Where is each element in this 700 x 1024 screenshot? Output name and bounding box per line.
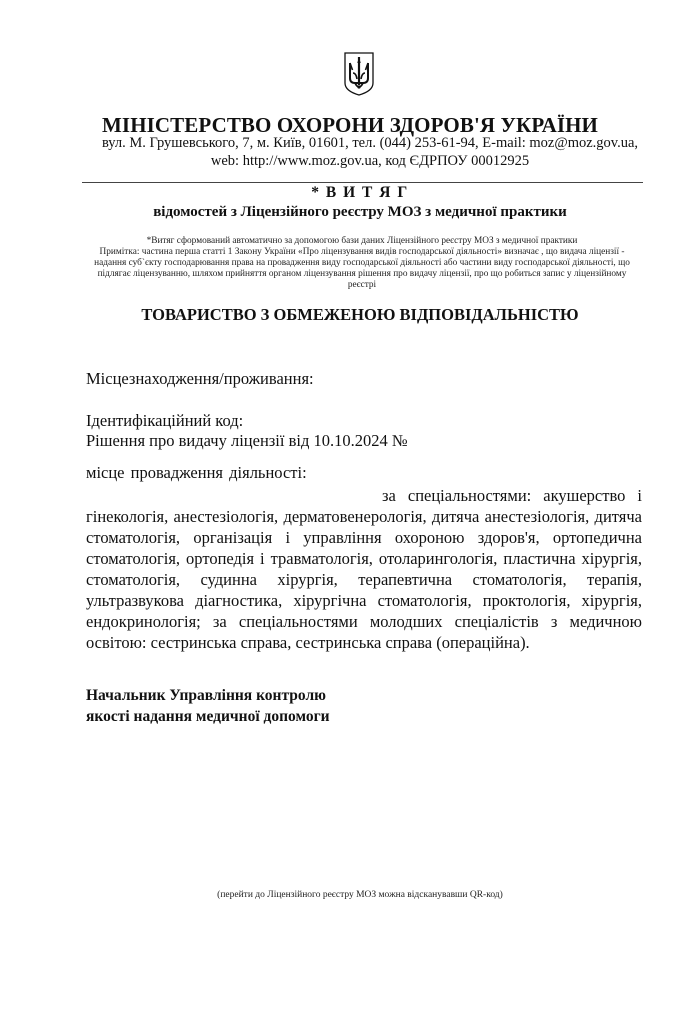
extract-subtitle: відомостей з Ліцензійного реєстру МОЗ з медичної практики <box>153 204 567 220</box>
ministry-title: МІНІСТЕРСТВО ОХОРОНИ ЗДОРОВ'Я УКРАЇНИ <box>102 113 598 137</box>
signatory-title-line1: Начальник Управління контролю <box>86 687 326 704</box>
id-code-label: Ідентифікаційний код: <box>86 411 244 430</box>
law-footnote: Примітка: частина перша статті 1 Закону України «Про ліцензування видів господарської діяльності» визначає , що видача ліцензії - надання суб`єкту господарювання права на провадження виду господарської діяльності або частини виду господарської діяльності, що підлягає ліцензуванню, шляхом прийняття органом ліцензування рішення про видачу ліцензії, про що робиться запис у ліцензійному реєстрі <box>94 247 630 290</box>
qr-code-note: (перейти до Ліцензійного реєстру МОЗ можна відсканувавши QR-код) <box>217 890 503 900</box>
trident-emblem-icon <box>343 51 375 96</box>
location-label: Місцезнаходження/проживання: <box>86 369 314 388</box>
ministry-web-and-code: web: http://www.moz.gov.ua, код ЄДРПОУ 00012925 <box>210 153 530 169</box>
header-divider <box>82 182 643 183</box>
extract-note <box>84 236 640 291</box>
license-decision-line: Рішення про видачу ліцензії від 10.10.2024 № <box>86 431 408 450</box>
ministry-address: вул. М. Грушевського, 7, м. Київ, 01601, тел. (044) 253-61-94, E-mail: moz@moz.gov.ua, <box>101 135 639 151</box>
organization-type-title: ТОВАРИСТВО З ОБМЕЖЕНОЮ ВІДПОВІДАЛЬНІСТЮ <box>141 305 579 324</box>
signatory-block <box>86 685 330 727</box>
extract-title: * В И Т Я Г <box>311 184 409 201</box>
auto-generated-note: *Витяг сформований автоматично за допомогою бази даних Ліцензійного реєстру МОЗ з медичної практики <box>146 236 578 246</box>
signatory-title-line2: якості надання медичної допомоги <box>86 708 330 725</box>
activity-place-label: місце провадження діяльності: <box>86 463 307 482</box>
specialties-paragraph: за спеціальностями: акушерство і гінекологія, анестезіологія, дерматовенерологія, дитяча анестезіологія, дитяча стоматологія, організація і управління охороною здоров'я, ортопедична стоматологія, ортопедія і травматологія, отоларингологія, пластична хірургія, стоматологія, судинна хірургія, терапевтична стоматологія, терапія, ультразвукова діагностика, хірургічна стоматологія, проктологія, хірургія, ендокринологія; за спеціальностями молодших спеціалістів з медичною освітою: сестринська справа, сестринська справа (операційна). <box>86 486 642 652</box>
